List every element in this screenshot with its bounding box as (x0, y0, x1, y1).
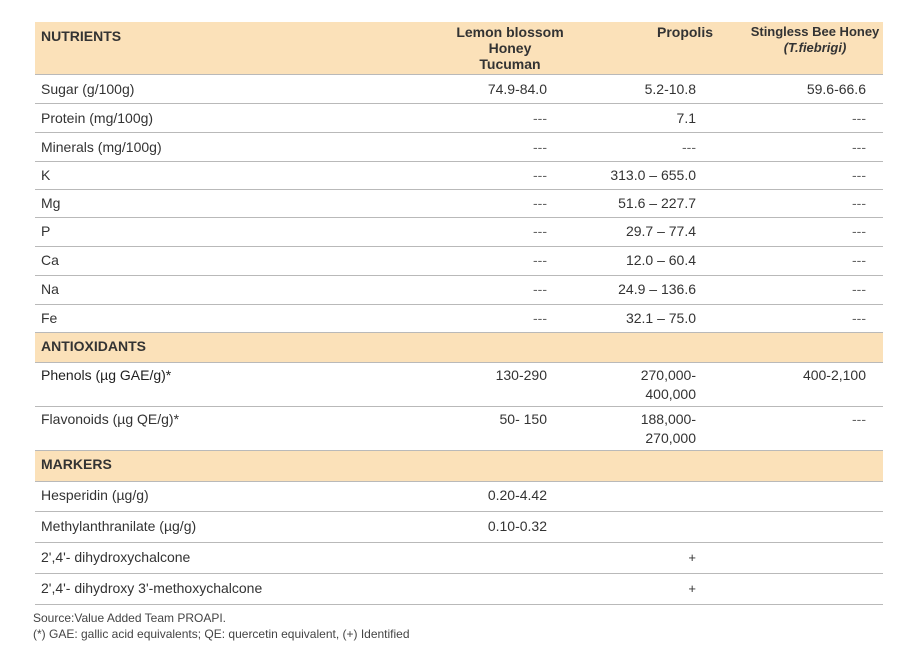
table-row (35, 247, 883, 276)
legend-note: (*) GAE: gallic acid equivalents; QE: quercetin equivalent, (+) Identified (33, 627, 410, 641)
cell-propolis (641, 366, 696, 404)
row-label: Flavonoids (µg QE/g)* (41, 411, 180, 427)
row-label: 2',4'- dihydroxychalcone (41, 549, 191, 565)
cell-stingless: --- (852, 110, 866, 126)
nutrient-table (35, 22, 883, 605)
section-header-row (35, 451, 883, 482)
table-row (35, 512, 883, 543)
col3-line1: Stingless Bee Honey (750, 24, 880, 39)
section-header-row (35, 333, 883, 363)
table-row (35, 543, 883, 574)
col-stingless-bee-honey (740, 24, 890, 56)
cell-lemon: --- (533, 252, 547, 268)
cell-lemon: 50- 150 (499, 411, 547, 427)
cell-propolis: + (688, 581, 696, 596)
table-row (35, 363, 883, 407)
row-label: Na (41, 281, 59, 297)
row-label: 2',4'- dihydroxy 3'-methoxychalcone (41, 580, 263, 596)
cell-lemon: 130-290 (495, 367, 547, 383)
col1-line2: Honey (488, 40, 532, 56)
cell-propolis: --- (682, 139, 696, 155)
col-lemon-blossom-honey (430, 24, 590, 72)
row-label: Minerals (mg/100g) (41, 139, 162, 155)
cell-stingless: --- (852, 167, 866, 183)
table-row (35, 190, 883, 218)
row-label: Fe (41, 310, 58, 326)
cell-stingless: --- (852, 252, 866, 268)
cell-propolis: 24.9 – 136.6 (618, 281, 696, 297)
col-propolis: Propolis (656, 24, 713, 40)
cell-stingless: --- (852, 195, 866, 211)
table-row (35, 133, 883, 162)
cell-lemon: --- (533, 195, 547, 211)
cell-propolis: 7.1 (676, 110, 696, 126)
source-note: Source:Value Added Team PROAPI. (33, 611, 227, 625)
cell-propolis: 313.0 – 655.0 (610, 167, 696, 183)
cell-lemon: 74.9-84.0 (487, 81, 547, 97)
table-row (35, 305, 883, 333)
cell-stingless: 59.6-66.6 (806, 81, 866, 97)
row-label: Methylanthranilate (µg/g) (41, 518, 197, 534)
cell-lemon: --- (533, 310, 547, 326)
cell-stingless: --- (852, 223, 866, 239)
cell-propolis-line2: 400,000 (645, 386, 696, 402)
row-label: K (41, 167, 51, 183)
cell-stingless: --- (852, 139, 866, 155)
row-label: P (41, 223, 51, 239)
cell-lemon: --- (533, 139, 547, 155)
cell-propolis: 29.7 – 77.4 (625, 223, 696, 239)
cell-lemon: --- (533, 110, 547, 126)
table-header-row (35, 22, 883, 75)
cell-propolis-line1: 270,000- (640, 367, 696, 383)
col1-line3: Tucuman (479, 56, 541, 72)
cell-stingless: --- (852, 411, 866, 427)
col1-line1: Lemon blossom (456, 24, 564, 40)
nutrients-heading: NUTRIENTS (41, 28, 122, 44)
markers-heading: MARKERS (41, 456, 112, 472)
cell-propolis: + (688, 550, 696, 565)
row-label: Phenols (µg GAE/g)* (41, 367, 172, 383)
table-row (35, 574, 883, 605)
cell-lemon: --- (533, 167, 547, 183)
row-label: Mg (41, 195, 61, 211)
table-row (35, 482, 883, 512)
cell-lemon: 0.10-0.32 (487, 518, 547, 534)
table-row (35, 75, 883, 104)
cell-stingless: 400-2,100 (802, 367, 866, 383)
cell-propolis: 5.2-10.8 (644, 81, 696, 97)
cell-propolis-line1: 188,000- (640, 411, 696, 427)
table-row (35, 407, 883, 451)
cell-propolis: 51.6 – 227.7 (618, 195, 696, 211)
row-label: Sugar (g/100g) (41, 81, 135, 97)
cell-propolis (641, 410, 696, 448)
row-label: Protein (mg/100g) (41, 110, 154, 126)
cell-propolis-line2: 270,000 (645, 430, 696, 446)
cell-lemon: --- (533, 281, 547, 297)
cell-propolis: 12.0 – 60.4 (625, 252, 696, 268)
cell-propolis: 32.1 – 75.0 (625, 310, 696, 326)
row-label: Hesperidin (µg/g) (41, 487, 149, 503)
table-row (35, 218, 883, 247)
table-row (35, 276, 883, 305)
table-row (35, 162, 883, 190)
cell-stingless: --- (852, 310, 866, 326)
col3-line2: (T.fiebrigi) (783, 40, 847, 55)
cell-lemon: --- (533, 223, 547, 239)
cell-lemon: 0.20-4.42 (487, 487, 547, 503)
cell-stingless: --- (852, 281, 866, 297)
row-label: Ca (41, 252, 59, 268)
table-row (35, 104, 883, 133)
antioxidants-heading: ANTIOXIDANTS (41, 338, 146, 354)
